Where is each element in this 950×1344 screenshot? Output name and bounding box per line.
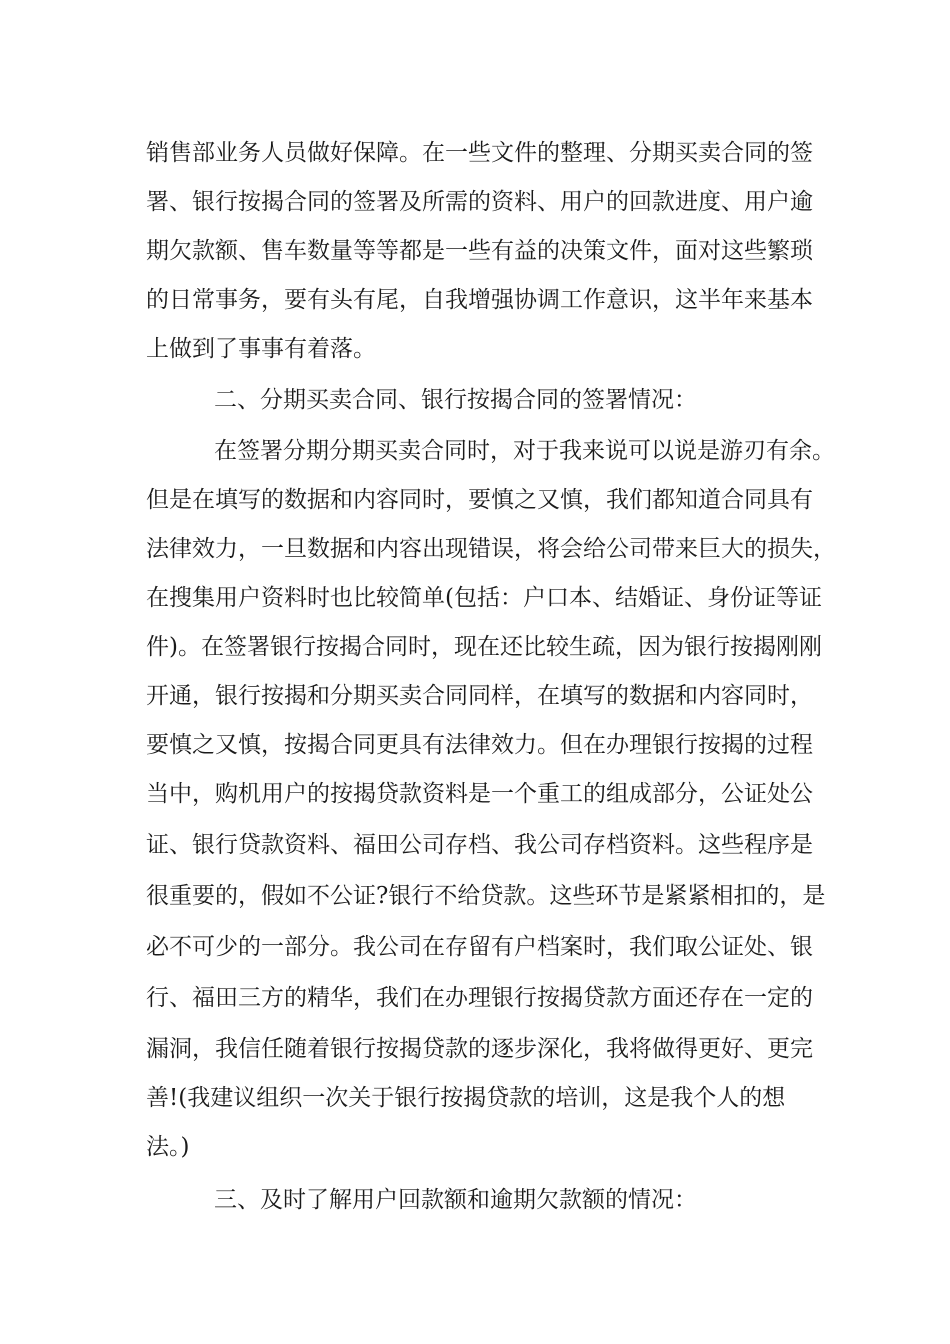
text-line: 当中，购机用户的按揭贷款资料是一个重工的组成部分，公证处公 bbox=[146, 781, 813, 807]
text-line: 上做到了事事有着落。 bbox=[146, 336, 376, 362]
text-line: 证、银行贷款资料、福田公司存档、我公司存档资料。这些程序是 bbox=[146, 832, 813, 858]
section-heading: 二、分期买卖合同、银行按揭合同的签署情况： bbox=[214, 387, 697, 413]
text-line: 必不可少的一部分。我公司在存留有户档案时，我们取公证处、银 bbox=[146, 934, 813, 960]
text-line: 法律效力，一旦数据和内容出现错误，将会给公司带来巨大的损失， bbox=[146, 536, 836, 562]
text-line: 署、银行按揭合同的签署及所需的资料、用户的回款进度、用户逾 bbox=[146, 189, 813, 215]
text-line: 很重要的，假如不公证?银行不给贷款。这些环节是紧紧相扣的，是 bbox=[146, 883, 826, 909]
text-line: 在签署分期分期买卖合同时，对于我来说可以说是游刃有余。 bbox=[214, 438, 835, 464]
text-line: 善!(我建议组织一次关于银行按揭贷款的培训，这是我个人的想 bbox=[146, 1085, 786, 1111]
text-line: 漏洞，我信任随着银行按揭贷款的逐步深化，我将做得更好、更完 bbox=[146, 1036, 813, 1062]
text-line: 销售部业务人员做好保障。在一些文件的整理、分期买卖合同的签 bbox=[146, 140, 813, 166]
text-line: 法。) bbox=[146, 1134, 190, 1160]
text-line: 行、福田三方的精华，我们在办理银行按揭贷款方面还存在一定的 bbox=[146, 985, 813, 1011]
text-line: 要慎之又慎，按揭合同更具有法律效力。但在办理银行按揭的过程 bbox=[146, 732, 813, 758]
text-line: 在搜集用户资料时也比较简单(包括：户口本、结婚证、身份证等证 bbox=[146, 585, 822, 611]
text-line: 的日常事务，要有头有尾，自我增强协调工作意识，这半年来基本 bbox=[146, 287, 813, 313]
section-heading: 三、及时了解用户回款额和逾期欠款额的情况： bbox=[214, 1187, 697, 1213]
text-line: 开通，银行按揭和分期买卖合同同样，在填写的数据和内容同时， bbox=[146, 683, 813, 709]
text-line: 但是在填写的数据和内容同时，要慎之又慎，我们都知道合同具有 bbox=[146, 487, 813, 513]
text-line: 件)。在签署银行按揭合同时，现在还比较生疏，因为银行按揭刚刚 bbox=[146, 634, 822, 660]
text-line: 期欠款额、售车数量等等都是一些有益的决策文件，面对这些繁琐 bbox=[146, 238, 813, 264]
